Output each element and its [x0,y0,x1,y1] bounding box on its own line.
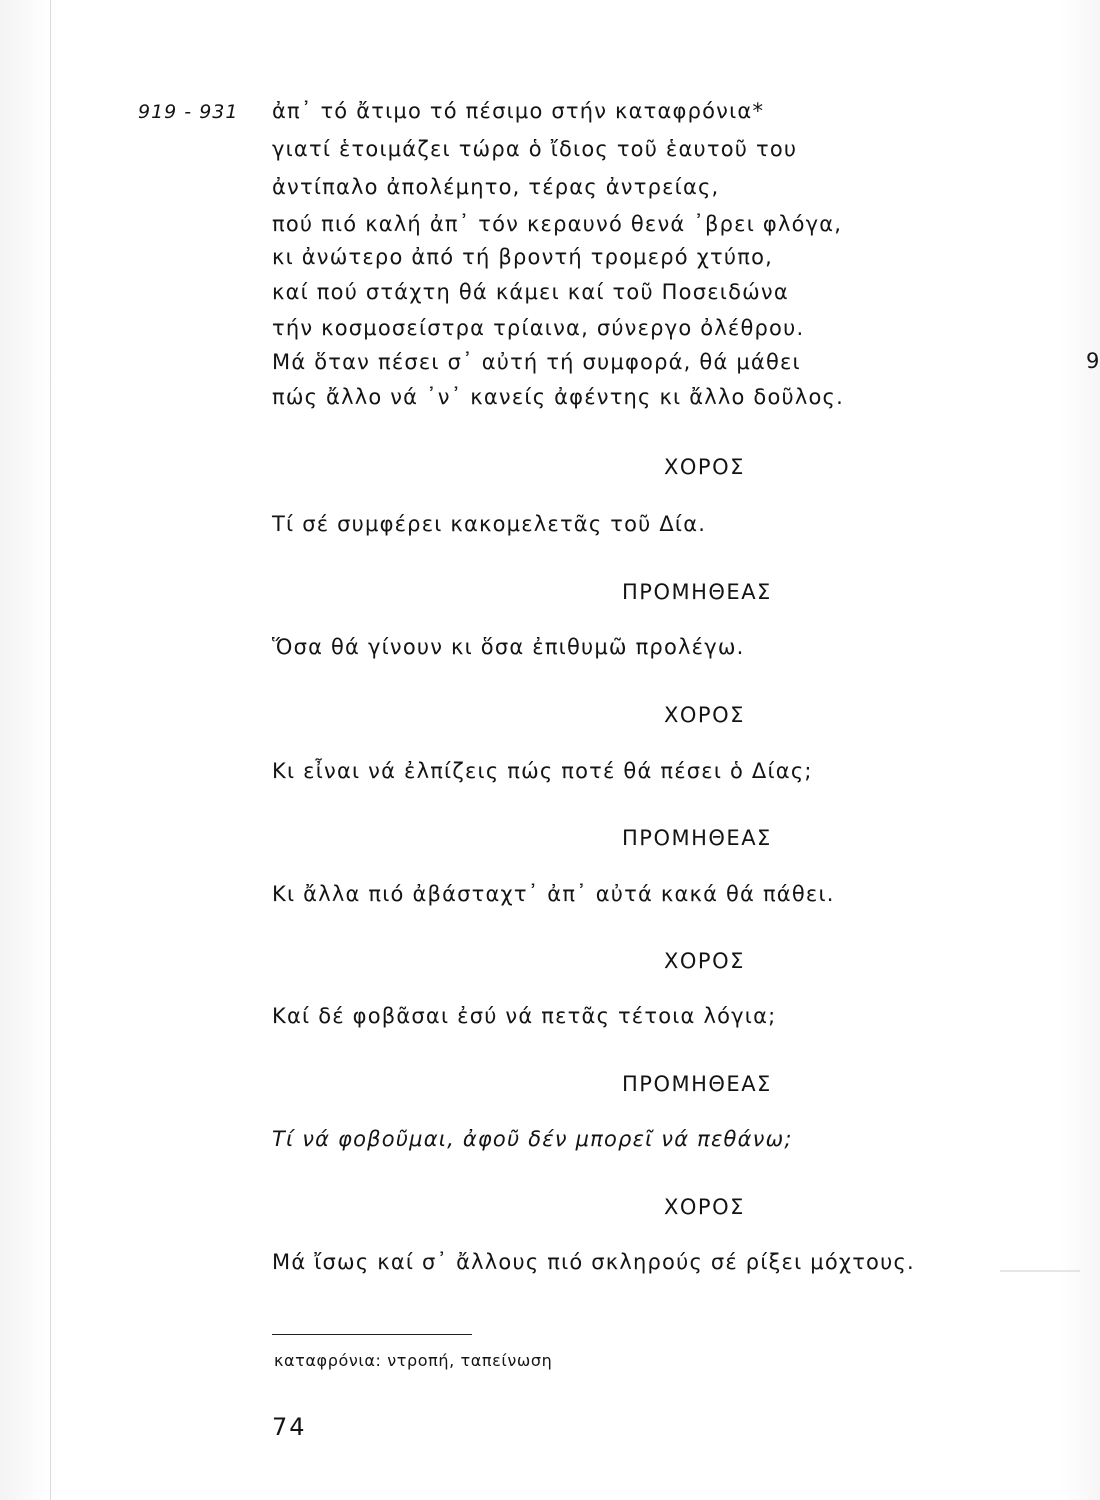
speaker-name: ΠΡΟΜΗΘΕΑΣ [622,580,772,604]
verse-line: γιατί ἑτοιμάζει τώρα ὁ ἴδιος τοῦ ἑαυτοῦ του [272,137,798,161]
verse-line: καί πού στάχτη θά κάμει καί τοῦ Ποσειδώνα [272,280,789,304]
speaker-name: ΧΟΡΟΣ [664,455,745,479]
speaker-name: ΠΡΟΜΗΘΕΑΣ [622,1072,772,1096]
verse-line: Μά ὅταν πέσει σ᾽ αὐτή τή συμφορά, θά μάθει [272,350,801,374]
verse-line: Καί δέ φοβᾶσαι ἐσύ νά πετᾶς τέτοια λόγια; [272,1004,777,1028]
speaker-name: ΧΟΡΟΣ [664,703,745,727]
speaker-name: ΠΡΟΜΗΘΕΑΣ [622,826,772,850]
verse-line: τήν κοσμοσείστρα τρίαινα, σύνεργο ὀλέθρου. [272,316,805,340]
verse-line: ἀπ᾽ τό ἄτιμο τό πέσιμο στήν καταφρόνια* [272,99,765,123]
page-number: 74 [272,1413,307,1441]
bleed-through-mark [1000,1270,1080,1272]
footnote-rule [272,1334,472,1335]
binding-shadow [50,0,51,1500]
speaker-name: ΧΟΡΟΣ [664,949,745,973]
verse-line: κι ἀνώτερο ἀπό τή βροντή τρομερό χτύπο, [272,245,774,269]
verse-line: πώς ἄλλο νά ᾽ν᾽ κανείς ἀφέντης κι ἄλλο δοῦλος. [272,385,844,409]
verse-line: Τί νά φοβοῦμαι, ἀφοῦ δέν μπορεῖ νά πεθάνω; [272,1127,793,1151]
verse-line: ἀντίπαλο ἀπολέμητο, τέρας ἀντρείας, [272,175,720,199]
verse-line: Κι ἄλλα πιό ἀβάσταχτ᾽ ἀπ᾽ αὐτά κακά θά πάθει. [272,882,835,906]
verse-line: Κι εἶναι νά ἐλπίζεις πώς ποτέ θά πέσει ὁ Δίας; [272,759,813,783]
verse-line: Τί σέ συμφέρει κακομελετᾶς τοῦ Δία. [272,512,707,536]
verse-line: πού πιό καλή ἀπ᾽ τόν κεραυνό θενά ᾽βρει φλόγα, [272,212,843,236]
margin-line-number: 9 [1086,349,1100,373]
verse-line: Μά ἴσως καί σ᾽ ἄλλους πιό σκληρούς σέ ρίξει μόχτους. [272,1250,915,1274]
line-range-label: 919 - 931 [138,101,239,123]
footnote: καταφρόνια: ντροπή, ταπείνωση [274,1351,553,1370]
speaker-name: ΧΟΡΟΣ [664,1195,745,1219]
verse-line: Ὅσα θά γίνουν κι ὅσα ἐπιθυμῶ προλέγω. [272,635,745,659]
